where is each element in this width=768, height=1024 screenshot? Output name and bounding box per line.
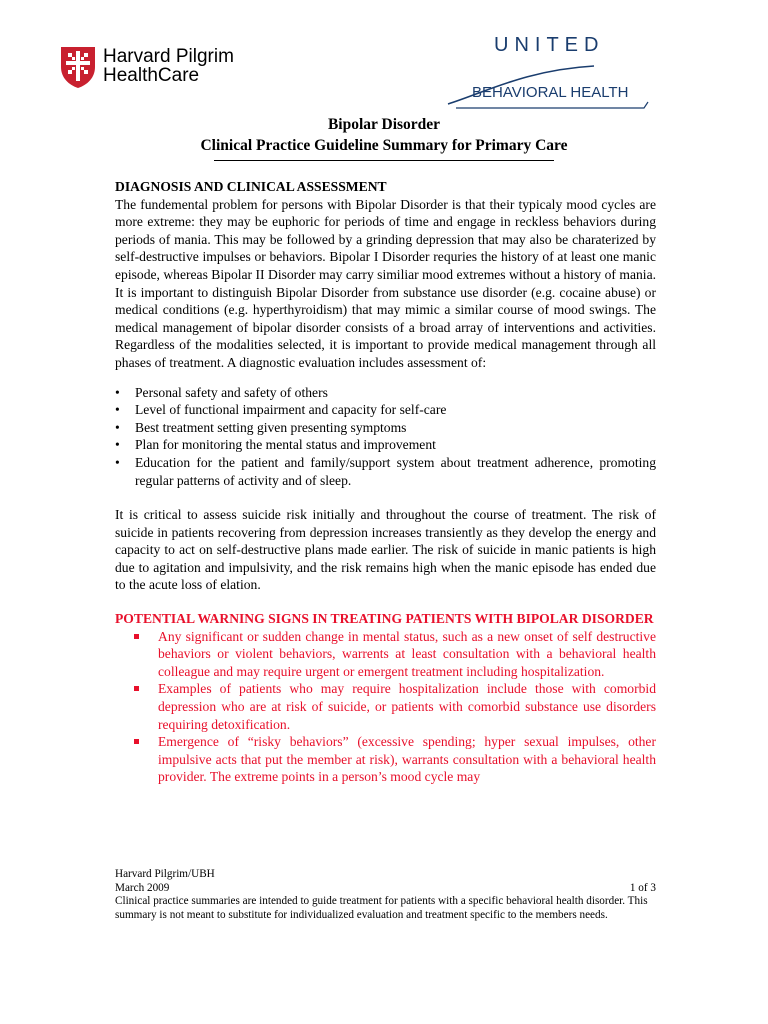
ubh-behavioral-health-text: BEHAVIORAL HEALTH xyxy=(472,84,629,101)
main-content xyxy=(115,178,656,786)
list-item: • Plan for monitoring the mental status and improvement xyxy=(115,437,436,453)
ubh-united-text: UNITED xyxy=(494,34,605,56)
suicide-risk-paragraph: It is critical to assess suicide risk initially and throughout the course of treatment. The risk of suicide in patients recovering from depression increases transiently as they develop the energy and capacity to act on self-destructive plans made earlier. The risk of suicide in manic patients is high due to agitation and impulsivity, and the risk remains high when the manic episode has ended due to the acute loss of elation. xyxy=(115,507,656,593)
footer-org: Harvard Pilgrim/UBH xyxy=(115,868,215,880)
list-item: Emergence of “risky behaviors” (excessive spending; hyper sexual impulses, other impulsive acts that put the member at risk), warrants consultation with a behavioral health provider. The extreme points in a person’s mood cycle may xyxy=(134,733,656,786)
page-footer xyxy=(115,868,656,922)
bullet-icon: • xyxy=(115,437,120,453)
document-title: Bipolar Disorder xyxy=(327,116,441,133)
footer-disclaimer: Clinical practice summaries are intended to guide treatment for patients with a specific behavioral health disorder. This summary is not meant to substitute for individualized evaluation and treatment specific to the members needs. xyxy=(115,895,648,921)
diagnosis-heading: DIAGNOSIS AND CLINICAL ASSESSMENT xyxy=(115,179,387,194)
footer-date: March 2009 xyxy=(115,881,170,894)
hp-line1: Harvard Pilgrim xyxy=(103,46,234,67)
footer-date-row xyxy=(115,882,656,896)
title-divider xyxy=(214,160,554,161)
list-item: • Best treatment setting given presenting symptoms xyxy=(115,419,407,435)
page-number: 1 of 3 xyxy=(629,881,656,894)
list-item: • Level of functional impairment and capacity for self-care xyxy=(115,402,447,418)
list-item: Any significant or sudden change in mental status, such as a new onset of self destructive behaviors or violent behaviors, warrents at least consultation with a behavioral health colleague and may require urgent or emergent treatment including hospitalization. xyxy=(134,628,656,681)
warning-list xyxy=(115,628,656,786)
list-item: • Personal safety and safety of others xyxy=(115,384,328,400)
square-bullet-icon xyxy=(134,686,139,691)
list-item: Examples of patients who may require hospitalization include those with comorbid depression who are at risk of suicide, or patients with comorbid substance use disorders requiring detoxification. xyxy=(134,680,656,733)
warning-heading: POTENTIAL WARNING SIGNS IN TREATING PATIENTS WITH BIPOLAR DISORDER xyxy=(115,611,654,627)
square-bullet-icon xyxy=(134,739,139,744)
square-bullet-icon xyxy=(134,634,139,639)
shield-icon xyxy=(59,45,97,89)
document-subtitle: Clinical Practice Guideline Summary for Primary Care xyxy=(200,137,568,154)
ubh-logo xyxy=(446,34,650,110)
bullet-icon: • xyxy=(115,402,120,418)
hp-line2: HealthCare xyxy=(103,65,200,86)
diagnosis-paragraph: The fundemental problem for persons with Bipolar Disorder is that their typicaly mood cycles are more extreme: they may be euphoric for periods of time and engage in reckless behaviors during periods of mania. This may be followed by a grinding depression that may also be charaterized by self-destructive impulses or behaviors. Bipolar I Disorder requries the history of at least one manic episode, whereas Bipolar II Disorder may carry similiar mood extremes without a history of mania. It is important to distinguish Bipolar Disorder from substance use disorder (e.g. cocaine abuse) or medical conditions (e.g. hyperthyroidism) that may mimic a similar course of mood swings. The medical management of bipolar disorder consists of a broad array of interventions and activities. Regardless of the modalities selected, it is important to provide medical management through all phases of treatment. A diagnostic evaluation includes assessment of: xyxy=(115,196,656,370)
harvard-pilgrim-wordmark xyxy=(103,47,234,85)
bullet-icon: • xyxy=(115,384,120,400)
list-item: • Education for the patient and family/support system about treatment adherence, promoting regular patterns of activity and of sleep. xyxy=(115,454,656,488)
bullet-icon: • xyxy=(115,419,120,435)
harvard-pilgrim-logo xyxy=(59,45,259,95)
assessment-list xyxy=(115,384,656,490)
bullet-icon: • xyxy=(115,454,120,470)
